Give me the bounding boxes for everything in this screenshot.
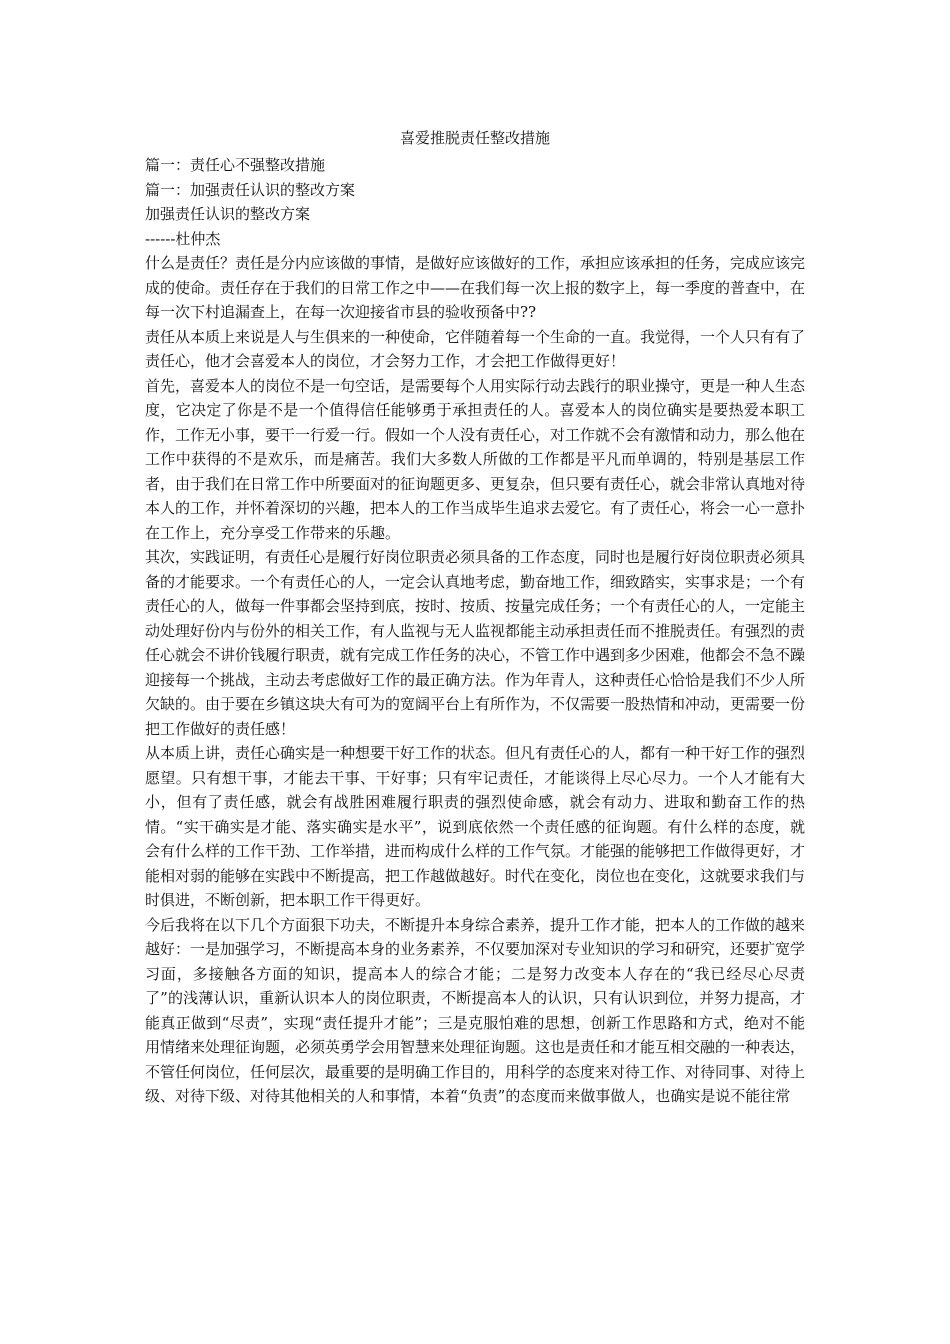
paragraph-1: 什么是责任？责任是分内应该做的事情，是做好应该做好的工作，承担应该承担的任务，完成应该完成的使命。责任存在于我们的日常工作之中——在我们每一次上报的数字上，每一季度的普查中，在每一次下村追漏查上，在每一次迎接省市县的验收预备中?? [145,254,806,321]
paragraph-2: 责任从本质上来说是人与生俱来的一种使命，它伴随着每一个生命的一直。我觉得，一个人只有有了责任心，他才会喜爱本人的岗位，才会努力工作，才会把工作做得更好！ [145,327,806,370]
heading-line-3: 加强责任认识的整改方案 [145,205,311,223]
paragraph-4: 其次，实践证明，有责任心是履行好岗位职责必须具备的工作态度，同时也是履行好岗位职责必须具备的才能要求。一个有责任心的人，一定会认真地考虑，勤奋地工作，细致踏实，实事求是；一个有责任心的人，做每一件事都会坚持到底，按时、按质、按量完成任务；一个有责任心的人，一定能主动处理好份内与份外的相关工作，有人监视与无人监视都能主动承担责任而不推脱责任。有强烈的责任心就会不讲价钱履行职责，就有完成工作任务的决心，不管工作中遇到多少困难，他都会不急不躁迎接每一个挑战，主动去考虑做好工作的最正确方法。作为年青人，这种责任心恰恰是我们不少人所欠缺的。由于要在乡镇这块大有可为的宽阔平台上有所作为，不仅需要一股热情和冲动，更需要一份把工作做好的责任感！ [145,548,806,738]
paragraph-3: 首先，喜爱本人的岗位不是一句空话，是需要每个人用实际行动去践行的职业操守，更是一种人生态度，它决定了你是不是一个值得信任能够勇于承担责任的人。喜爱本人的岗位确实是要热爱本职工作，工作无小事，要干一行爱一行。假如一个人没有责任心，对工作就不会有激情和动力，那么他在工作中获得的不是欢乐，而是痛苦。我们大多数人所做的工作都是平凡而单调的，特别是基层工作者，由于我们在日常工作中所要面对的征询题更多、更复杂，但只要有责任心，就会非常认真地对待本人的工作，并怀着深切的兴趣，把本人的工作当成毕生追求去爱它。有了责任心，将会一心一意扑在工作上，充分享受工作带来的乐趣。 [145,376,806,542]
heading-line-1: 篇一：责任心不强整改措施 [145,156,326,174]
document-body [145,153,805,1109]
heading-line-2: 篇一：加强责任认识的整改方案 [145,180,356,199]
paragraph-6: 今后我将在以下几个方面狠下功夫，不断提升本身综合素养，提升工作才能，把本人的工作做的越来越好：一是加强学习，不断提高本身的业务素养，不仅要加深对专业知识的学习和研究，还要扩宽学习面，多接触各方面的知识，提高本人的综合才能；二是努力改变本人存在的“我已经尽心尽责了”的浅薄认识，重新认识本人的岗位职责，不断提高本人的认识，只有认识到位，并努力提高，才能真正做到“尽责”，实现“责任提升才能”；三是克服怕难的思想，创新工作思路和方式，绝对不能用情绪来处理征询题，必须英勇学会用智慧来处理征询题。这也是责任和才能互相交融的一种表达，不管任何岗位，任何层次，最重要的是明确工作目的，用科学的态度来对待工作、对待同事、对待上级、对待下级、对待其他相关的人和事情，本着“负责”的态度而来做事做人，也确实是说不能往常 [145,915,806,1105]
paragraph-5: 从本质上讲，责任心确实是一种想要干好工作的状态。但凡有责任心的人，都有一种干好工作的强烈愿望。只有想干事，才能去干事、干好事；只有牢记责任，才能谈得上尽心尽力。一个人才能有大小，但有了责任感，就会有战胜困难履行职责的强烈使命感，就会有动力、进取和勤奋工作的热情。“实干确实是才能、落实确实是水平”，说到底依然一个责任感的征询题。有什么样的态度，就会有什么样的工作干劲、工作举措，进而构成什么样的工作气氛。才能强的能够把工作做得更好，才能相对弱的能够在实践中不断提高，把工作越做越好。时代在变化，岗位也在变化，这就要求我们与时俱进，不断创新，把本职工作干得更好。 [145,744,806,909]
document-title: 喜爱推脱责任整改措施 [399,129,550,147]
author-line: ------杜仲杰 [145,229,221,248]
